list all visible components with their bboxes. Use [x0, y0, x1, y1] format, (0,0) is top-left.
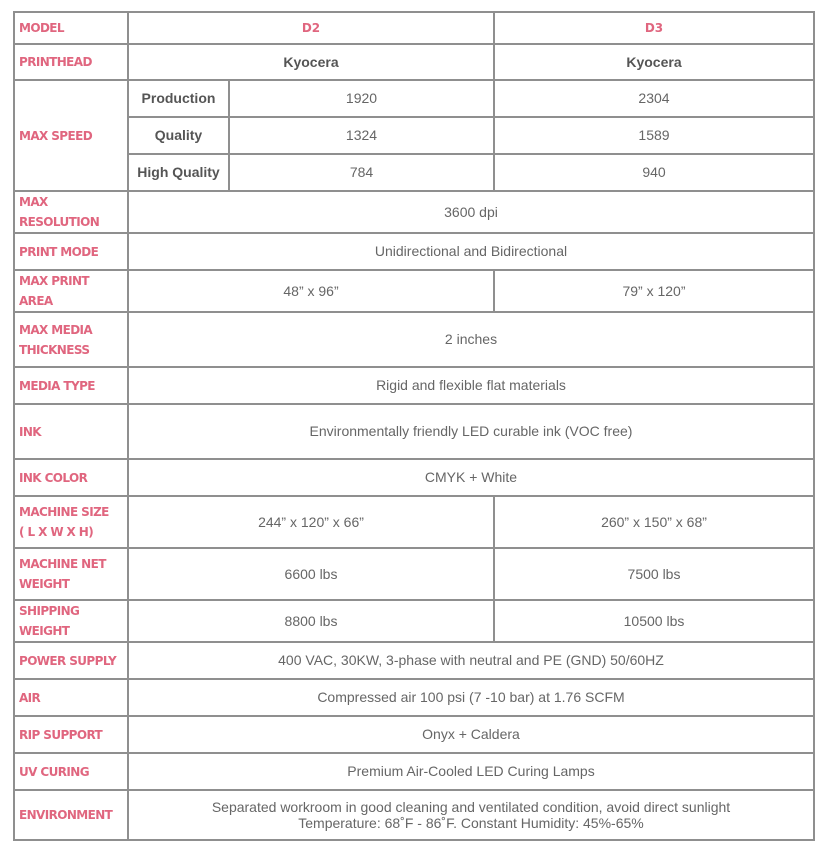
rip-support-value: Onyx + Caldera — [128, 716, 814, 753]
row-air — [14, 679, 814, 716]
row-ink — [14, 404, 814, 459]
machine-size-d3: 260” x 150” x 68” — [494, 496, 814, 548]
shipping-weight-label: SHIPPING WEIGHT — [14, 600, 128, 642]
spec-table — [13, 11, 815, 841]
row-machine-size — [14, 496, 814, 548]
row-model — [14, 12, 814, 44]
print-mode-value: Unidirectional and Bidirectional — [128, 233, 814, 270]
machine-net-weight-label-line1: MACHINE NET — [19, 557, 106, 571]
environment-value — [128, 790, 814, 840]
max-resolution-label: MAX RESOLUTION — [14, 191, 128, 233]
row-machine-net-weight — [14, 548, 814, 600]
print-mode-label: PRINT MODE — [14, 233, 128, 270]
machine-size-label — [14, 496, 128, 548]
row-ink-color — [14, 459, 814, 496]
shipping-weight-d3: 10500 lbs — [494, 600, 814, 642]
speed-d3-high-quality: 940 — [494, 154, 814, 191]
max-media-thickness-value: 2 inches — [128, 312, 814, 367]
row-media-type — [14, 367, 814, 404]
speed-mode-production: Production — [128, 80, 229, 117]
header-d3: D3 — [494, 12, 814, 44]
speed-d2-production: 1920 — [229, 80, 494, 117]
environment-line2: Temperature: 68˚F - 86˚F. Constant Humidity: 45%-65% — [298, 815, 644, 831]
row-speed-quality — [14, 117, 814, 154]
media-type-value: Rigid and flexible flat materials — [128, 367, 814, 404]
row-power-supply — [14, 642, 814, 679]
row-printhead — [14, 44, 814, 80]
machine-size-label-line2: ( L X W X H) — [19, 525, 94, 539]
printhead-d3: Kyocera — [494, 44, 814, 80]
max-media-thickness-label — [14, 312, 128, 367]
row-rip-support — [14, 716, 814, 753]
speed-mode-quality: Quality — [128, 117, 229, 154]
speed-d2-quality: 1324 — [229, 117, 494, 154]
environment-label: ENVIRONMENT — [14, 790, 128, 840]
rip-support-label: RIP SUPPORT — [14, 716, 128, 753]
machine-net-weight-label-line2: WEIGHT — [19, 577, 70, 591]
power-supply-label: POWER SUPPLY — [14, 642, 128, 679]
row-environment — [14, 790, 814, 840]
max-print-area-d3: 79” x 120” — [494, 270, 814, 312]
printhead-d2: Kyocera — [128, 44, 494, 80]
model-label: MODEL — [14, 12, 128, 44]
row-speed-production — [14, 80, 814, 117]
speed-d3-production: 2304 — [494, 80, 814, 117]
machine-net-weight-d3: 7500 lbs — [494, 548, 814, 600]
ink-color-value: CMYK + White — [128, 459, 814, 496]
max-resolution-value: 3600 dpi — [128, 191, 814, 233]
air-label: AIR — [14, 679, 128, 716]
row-max-print-area — [14, 270, 814, 312]
row-print-mode — [14, 233, 814, 270]
speed-d3-quality: 1589 — [494, 117, 814, 154]
max-speed-label: MAX SPEED — [14, 80, 128, 191]
printhead-label: PRINTHEAD — [14, 44, 128, 80]
max-media-thickness-label-line2: THICKNESS — [19, 342, 90, 357]
header-d2: D2 — [128, 12, 494, 44]
machine-net-weight-label — [14, 548, 128, 600]
uv-curing-label: UV CURING — [14, 753, 128, 790]
row-max-resolution — [14, 191, 814, 233]
media-type-label: MEDIA TYPE — [14, 367, 128, 404]
machine-net-weight-d2: 6600 lbs — [128, 548, 494, 600]
row-speed-high-quality — [14, 154, 814, 191]
max-print-area-d2: 48” x 96” — [128, 270, 494, 312]
row-shipping-weight — [14, 600, 814, 642]
shipping-weight-d2: 8800 lbs — [128, 600, 494, 642]
air-value: Compressed air 100 psi (7 -10 bar) at 1.76 SCFM — [128, 679, 814, 716]
speed-mode-high-quality: High Quality — [128, 154, 229, 191]
row-max-media-thickness — [14, 312, 814, 367]
speed-d2-high-quality: 784 — [229, 154, 494, 191]
max-print-area-label: MAX PRINT AREA — [14, 270, 128, 312]
machine-size-d2: 244” x 120” x 66” — [128, 496, 494, 548]
ink-color-label: INK COLOR — [14, 459, 128, 496]
machine-size-label-line1: MACHINE SIZE — [19, 505, 109, 519]
row-uv-curing — [14, 753, 814, 790]
ink-label: INK — [14, 404, 128, 459]
ink-value: Environmentally friendly LED curable ink (VOC free) — [128, 404, 814, 459]
max-media-thickness-label-line1: MAX MEDIA — [19, 322, 93, 337]
uv-curing-value: Premium Air-Cooled LED Curing Lamps — [128, 753, 814, 790]
power-supply-value: 400 VAC, 30KW, 3-phase with neutral and PE (GND) 50/60HZ — [128, 642, 814, 679]
environment-line1: Separated workroom in good cleaning and ventilated condition, avoid direct sunlight — [211, 799, 731, 815]
